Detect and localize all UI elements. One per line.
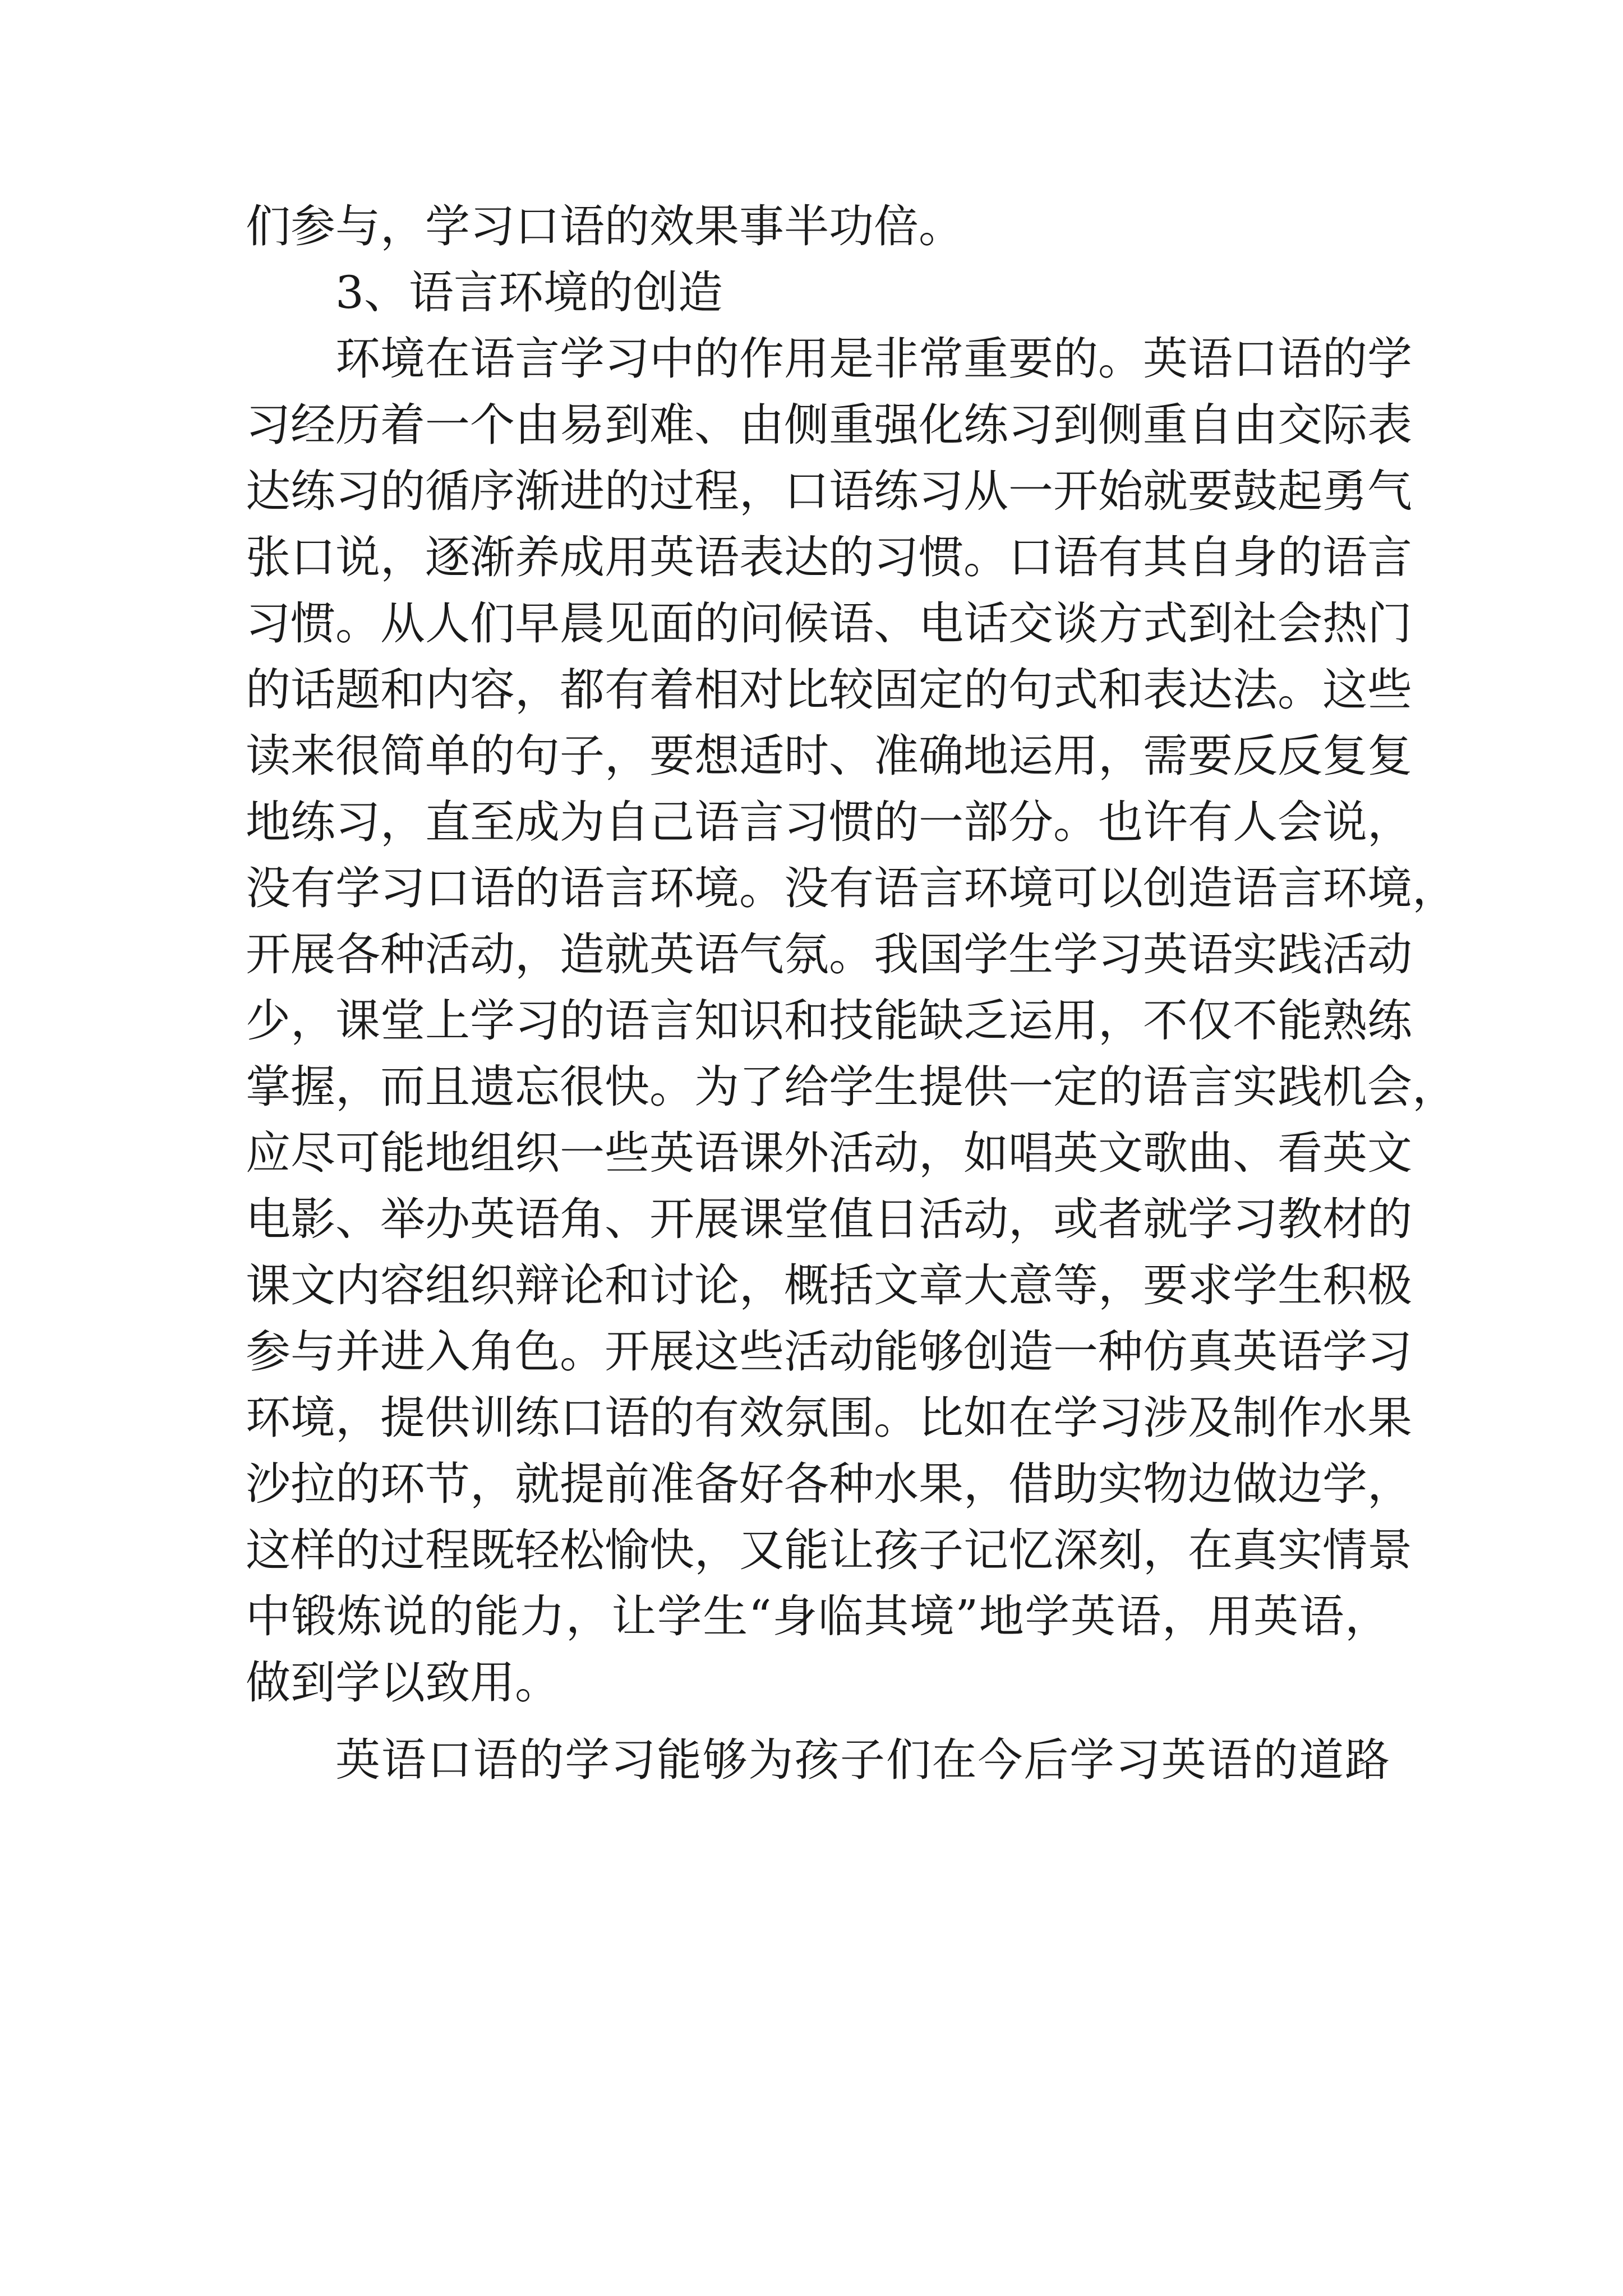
paragraph-line: 习经历着一个由易到难、由侧重强化练习到侧重自由交际表 <box>246 399 1412 451</box>
continuation-line: 们参与，学习口语的效果事半功倍。 <box>246 200 963 252</box>
paragraph-line: 沙拉的环节，就提前准备好各种水果，借助实物边做边学， <box>246 1458 1412 1510</box>
paragraph-line: 开展各种活动，造就英语气氛。我国学生学习英语实践活动 <box>246 928 1412 981</box>
paragraph-line: 做到学以致用。 <box>246 1657 560 1709</box>
paragraph-line: 达练习的循序渐进的过程，口语练习从一开始就要鼓起勇气 <box>246 465 1412 517</box>
paragraph-line: 掌握，而且遗忘很快。为了给学生提供一定的语言实践机会， <box>246 1061 1457 1113</box>
paragraph-line: 环境在语言学习中的作用是非常重要的。英语口语的学 <box>335 333 1412 385</box>
paragraph-line: 少，课堂上学习的语言知识和技能缺乏运用，不仅不能熟练 <box>246 995 1412 1047</box>
paragraph-2 <box>246 1727 1390 1793</box>
paragraph-line: 地练习，直至成为自己语言习惯的一部分。也许有人会说， <box>246 796 1412 848</box>
paragraph-line: 习惯。从人们早晨见面的问候语、电话交谈方式到社会热门 <box>246 597 1412 650</box>
paragraph-line: 电影、举办英语角、开展课堂值日活动，或者就学习教材的 <box>246 1193 1412 1245</box>
paragraph-line: 环境，提供训练口语的有效氛围。比如在学习涉及制作水果 <box>246 1392 1412 1444</box>
section-heading: 3、语言环境的创造 <box>335 266 723 319</box>
document-body <box>246 194 1457 1793</box>
paragraph-line: 参与并进入角色。开展这些活动能够创造一种仿真英语学习 <box>246 1326 1412 1378</box>
paragraph-line: 张口说，逐渐养成用英语表达的习惯。口语有其自身的语言 <box>246 531 1412 583</box>
paragraph-line: 课文内容组织辩论和讨论，概括文章大意等，要求学生积极 <box>246 1259 1412 1312</box>
paragraph-1 <box>246 326 1457 1716</box>
paragraph-line: 中锻炼说的能力，让学生“身临其境”地学英语，用英语， <box>246 1590 1390 1642</box>
paragraph-line: 读来很简单的句子，要想适时、准确地运用，需要反反复复 <box>246 730 1412 782</box>
paragraph-line: 没有学习口语的语言环境。没有语言环境可以创造语言环境， <box>246 862 1457 914</box>
paragraph-line: 这样的过程既轻松愉快，又能让孩子记忆深刻，在真实情景 <box>246 1524 1412 1576</box>
paragraph-line: 的话题和内容，都有着相对比较固定的句式和表达法。这些 <box>246 664 1412 716</box>
paragraph-line: 英语口语的学习能够为孩子们在今后学习英语的道路 <box>335 1734 1390 1786</box>
paragraph-line: 应尽可能地组织一些英语课外活动，如唱英文歌曲、看英文 <box>246 1127 1412 1179</box>
